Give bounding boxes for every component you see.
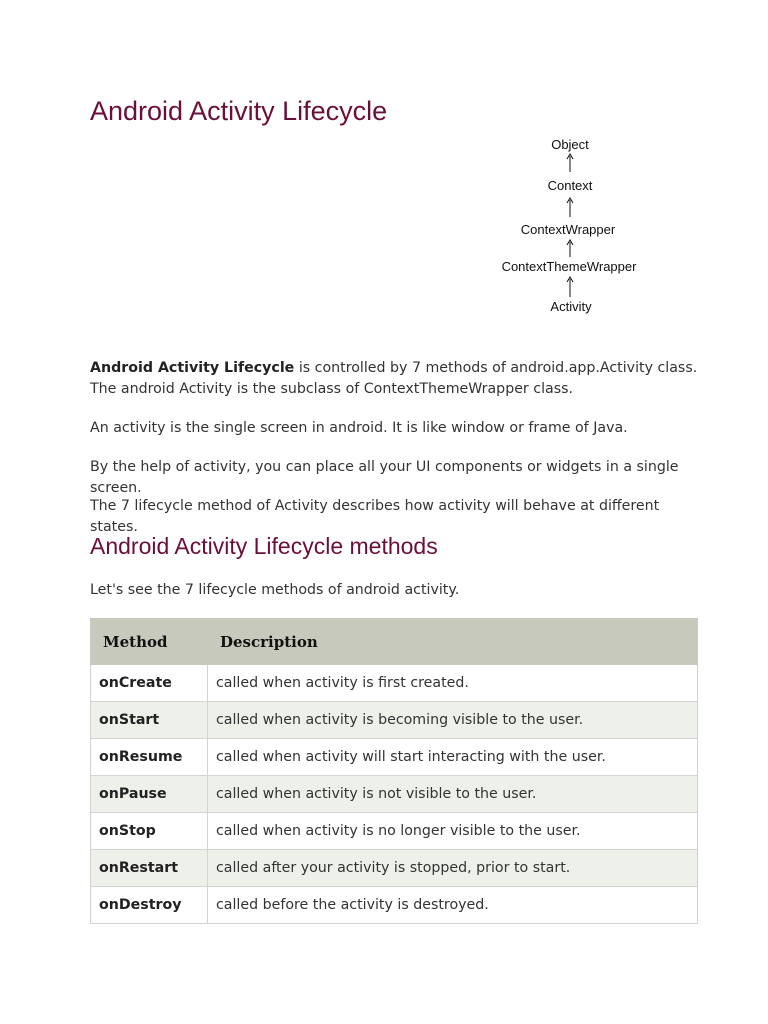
method-cell: onStop: [91, 813, 208, 850]
table-row: [91, 665, 698, 702]
hierarchy-node-contextwrapper: ContextWrapper: [520, 222, 616, 237]
table-header-row: [91, 619, 698, 665]
intro-bold-term: Android Activity Lifecycle: [90, 360, 295, 376]
column-header-method: Method: [91, 619, 208, 665]
hierarchy-node-context: Context: [547, 178, 593, 193]
paragraph-activity-definition: An activity is the single screen in android. It is like window or frame of Java.: [90, 420, 628, 436]
intro-text: is controlled by 7 methods of android.app.Activity class. The android Activity is the subclass of ContextThemeWrapper class.: [90, 360, 698, 397]
method-cell: onResume: [91, 739, 208, 776]
hierarchy-node-object: Object: [551, 137, 589, 152]
method-cell: onPause: [91, 776, 208, 813]
section-title: Android Activity Lifecycle methods: [90, 533, 438, 559]
paragraph-lifecycle-states: The 7 lifecycle method of Activity describes how activity will behave at different states.: [90, 498, 660, 535]
hierarchy-node-activity: Activity: [550, 299, 592, 314]
table-row: [91, 702, 698, 739]
page-title: Android Activity Lifecycle: [90, 96, 388, 126]
description-cell: called when activity is no longer visible to the user.: [208, 813, 698, 850]
table-row: [91, 850, 698, 887]
method-cell: onCreate: [91, 665, 208, 702]
hierarchy-node-contextthemewrapper: ContextThemeWrapper: [501, 259, 637, 274]
table-row: [91, 813, 698, 850]
column-header-description: Description: [208, 619, 698, 665]
section-intro: Let's see the 7 lifecycle methods of android activity.: [90, 582, 460, 598]
description-cell: called after your activity is stopped, prior to start.: [208, 850, 698, 887]
class-hierarchy-diagram: [490, 136, 650, 321]
table-row: [91, 776, 698, 813]
method-cell: onRestart: [91, 850, 208, 887]
table-row: [91, 739, 698, 776]
table-row: [91, 887, 698, 924]
description-cell: called before the activity is destroyed.: [208, 887, 698, 924]
method-cell: onStart: [91, 702, 208, 739]
description-cell: called when activity is first created.: [208, 665, 698, 702]
method-cell: onDestroy: [91, 887, 208, 924]
description-cell: called when activity will start interacting with the user.: [208, 739, 698, 776]
class-hierarchy-svg: [490, 136, 650, 321]
description-cell: called when activity is becoming visible to the user.: [208, 702, 698, 739]
lifecycle-methods-table: [90, 618, 698, 924]
description-cell: called when activity is not visible to the user.: [208, 776, 698, 813]
intro-paragraph: [90, 358, 700, 400]
paragraph-ui-components: By the help of activity, you can place all your UI components or widgets in a single screen.: [90, 459, 679, 496]
